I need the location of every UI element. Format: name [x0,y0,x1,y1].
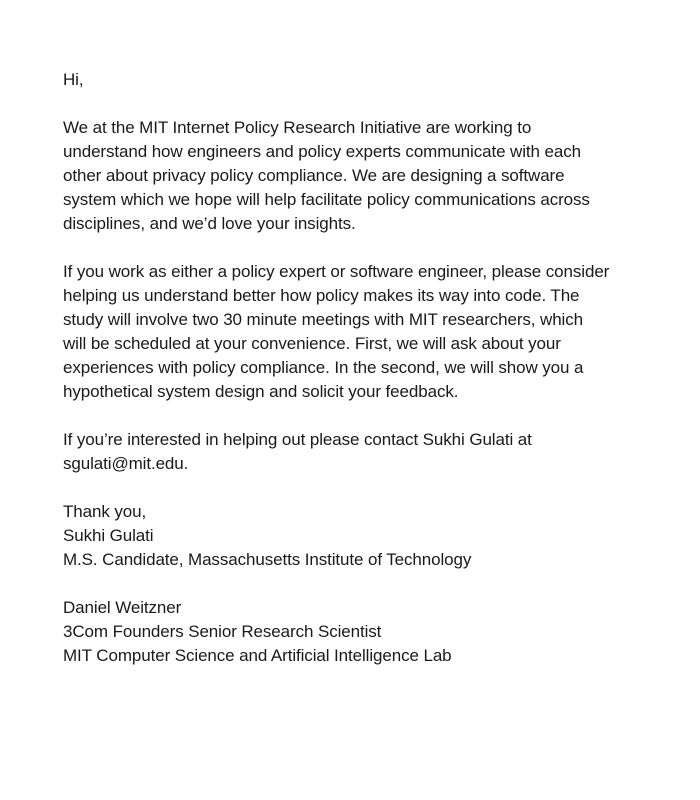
contact-line-2: sgulati@mit.edu. [63,454,189,473]
intro-line-3: other about privacy policy compliance. We are designing a software [63,166,565,185]
intro-line-2: understand how engineers and policy experts communicate with each [63,142,581,161]
study-line-6: hypothetical system design and solicit your feedback. [63,382,459,401]
intro-line-1: We at the MIT Internet Policy Research Initiative are working to [63,118,532,137]
study-paragraph [63,260,683,404]
signer1-name: Sukhi Gulati [63,526,154,545]
closing-block [63,500,683,572]
study-line-5: experiences with policy compliance. In the second, we will show you a [63,358,584,377]
contact-paragraph [63,428,683,476]
signer2-block [63,596,683,668]
contact-line-1: If you’re interested in helping out please contact Sukhi Gulati at [63,430,532,449]
signer2-name: Daniel Weitzner [63,598,182,617]
greeting-text: Hi, [63,70,84,89]
intro-line-4: system which we hope will help facilitate policy communications across [63,190,590,209]
signer1-title: M.S. Candidate, Massachusetts Institute of Technology [63,550,472,569]
intro-paragraph [63,116,683,236]
letter-body [63,68,683,692]
signer2-affiliation: MIT Computer Science and Artificial Intelligence Lab [63,646,452,665]
study-line-3: study will involve two 30 minute meetings with MIT researchers, which [63,310,583,329]
study-line-1: If you work as either a policy expert or software engineer, please consider [63,262,610,281]
study-line-4: will be scheduled at your convenience. First, we will ask about your [63,334,561,353]
intro-line-5: disciplines, and we’d love your insights. [63,214,356,233]
sign-off: Thank you, [63,502,147,521]
signer2-title: 3Com Founders Senior Research Scientist [63,622,382,641]
greeting [63,68,683,92]
study-line-2: helping us understand better how policy makes its way into code. The [63,286,580,305]
